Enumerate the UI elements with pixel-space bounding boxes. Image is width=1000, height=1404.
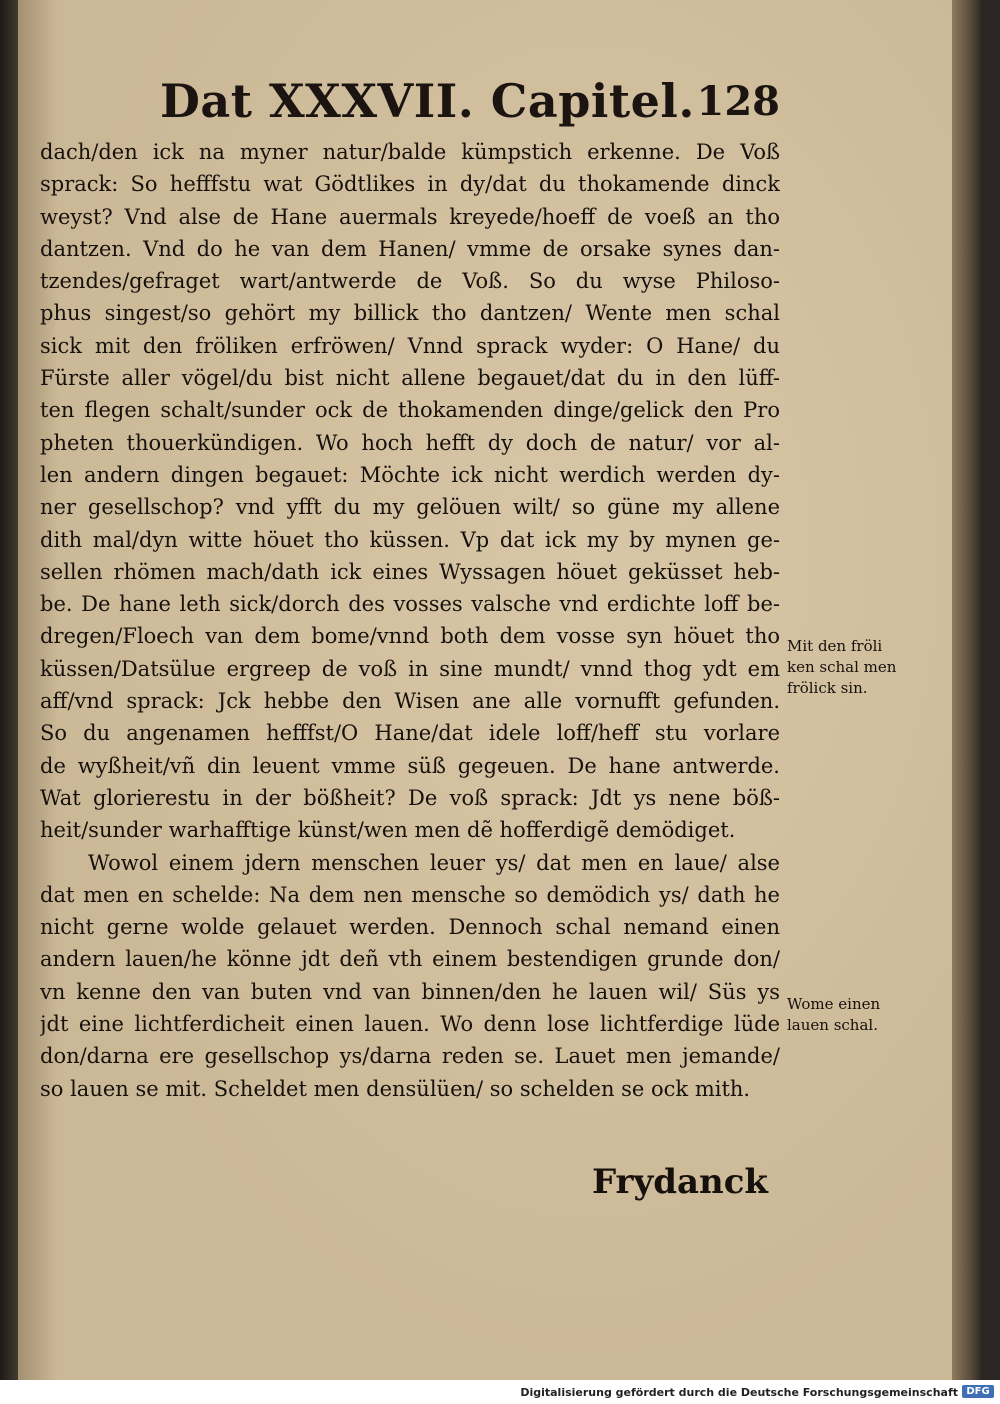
folio-number: 128 [696,78,780,125]
marginal-line: frölick sin. [787,679,868,697]
text-line: Fürste aller vögel/du bist nicht allene begauet/dat du in den lüff- [40,366,780,391]
dfg-logo: DFG [962,1385,994,1398]
body-text [40,136,780,1105]
text-line: phus singest/so gehört my billick tho dantzen/ Wente men schal [40,301,780,326]
text-line: be. De hane leth sick/dorch des vosses valsche vnd erdichte loff be- [40,592,780,617]
text-line: küssen/Datsülue ergreep de voß in sine mundt/ vnnd thog ydt em [40,656,780,681]
catchword: Frydanck [592,1162,768,1202]
text-line: weyst? Vnd alse de Hane auermals kreyede/hoeff de voeß an tho [40,204,780,229]
marginal-line: ken schal men [787,658,897,676]
text-line: don/darna ere gesellschop ys/darna reden se. Lauet men jemande/ [40,1044,780,1069]
funding-credit: Digitalisierung gefördert durch die Deutsche Forschungsgemeinschaft [520,1386,958,1399]
running-title: Dat XXXVII. Capitel. [160,74,695,128]
marginal-line: Wome einen [787,995,881,1013]
text-line: dat men en schelde: Na dem nen mensche so demödich ys/ dath he [40,882,780,907]
text-line: pheten thouerkündigen. Wo hoch hefft dy doch de natur/ vor al- [40,430,780,455]
text-line: nicht gerne wolde gelauet werden. Dennoch schal nemand einen [40,915,780,940]
text-line: len andern dingen begauet: Möchte ick nicht werdich werden dy- [40,462,780,487]
text-line: sellen rhömen mach/dath ick eines Wyssagen höuet geküsset heb- [40,559,780,584]
text-line: vn kenne den van buten vnd van binnen/den he lauen wil/ Süs ys [40,979,780,1004]
text-line: tzendes/gefraget wart/antwerde de Voß. So du wyse Philoso- [40,269,780,294]
page-fore-edge [952,0,982,1380]
marginal-line: lauen schal. [787,1016,878,1034]
text-line: So du angenamen hefffst/O Hane/dat idele loff/heff stu vorlare [40,721,780,746]
marginal-line: Mit den fröli [787,637,883,655]
text-line: heit/sunder warhafftige künst/wen men dẽ hofferdigẽ demödiget. [40,818,736,843]
marginal-note-2 [787,994,927,1036]
text-line: so lauen se mit. Scheldet men densülüen/ so schelden se ock mith. [40,1076,751,1101]
text-line: ten flegen schalt/sunder ock de thokamenden dinge/gelick den Pro [40,398,780,423]
text-line: Wat glorierestu in der bößheit? De voß sprack: Jdt ys nene böß- [40,785,780,810]
text-line: dregen/Floech van dem bome/vnnd both dem vosse syn höuet tho [40,624,780,649]
text-line: dach/den ick na myner natur/balde kümpstich erkenne. De Voß [40,140,780,164]
text-line: sick mit den fröliken erfröwen/ Vnnd sprack wyder: O Hane/ du [40,333,780,358]
text-line: Wowol einem jdern menschen leuer ys/ dat men en laue/ alse [88,850,780,875]
text-line: de wyßheit/vñ din leuent vmme süß gegeuen. De hane antwerde. [40,753,780,778]
text-line: sprack: So hefffstu wat Gödtlikes in dy/dat du thokamende dinck [40,172,780,197]
text-line: dith mal/dyn witte höuet tho küssen. Vp dat ick my by mynen ge- [40,527,780,552]
text-line: dantzen. Vnd do he van dem Hanen/ vmme de orsake synes dan- [40,236,780,261]
marginal-note-1 [787,636,927,699]
text-line: jdt eine lichtferdicheit einen lauen. Wo denn lose lichtferdige lüde [40,1012,780,1037]
text-line: andern lauen/he könne jdt deñ vth einem bestendigen grunde don/ [40,947,780,972]
digitization-footer [0,1380,1000,1404]
text-line: aff/vnd sprack: Jck hebbe den Wisen ane alle vornufft gefunden. [40,689,780,714]
text-line: ner gesellschop? vnd yfft du my gelöuen wilt/ so güne my allene [40,495,780,520]
page-header [160,74,780,134]
